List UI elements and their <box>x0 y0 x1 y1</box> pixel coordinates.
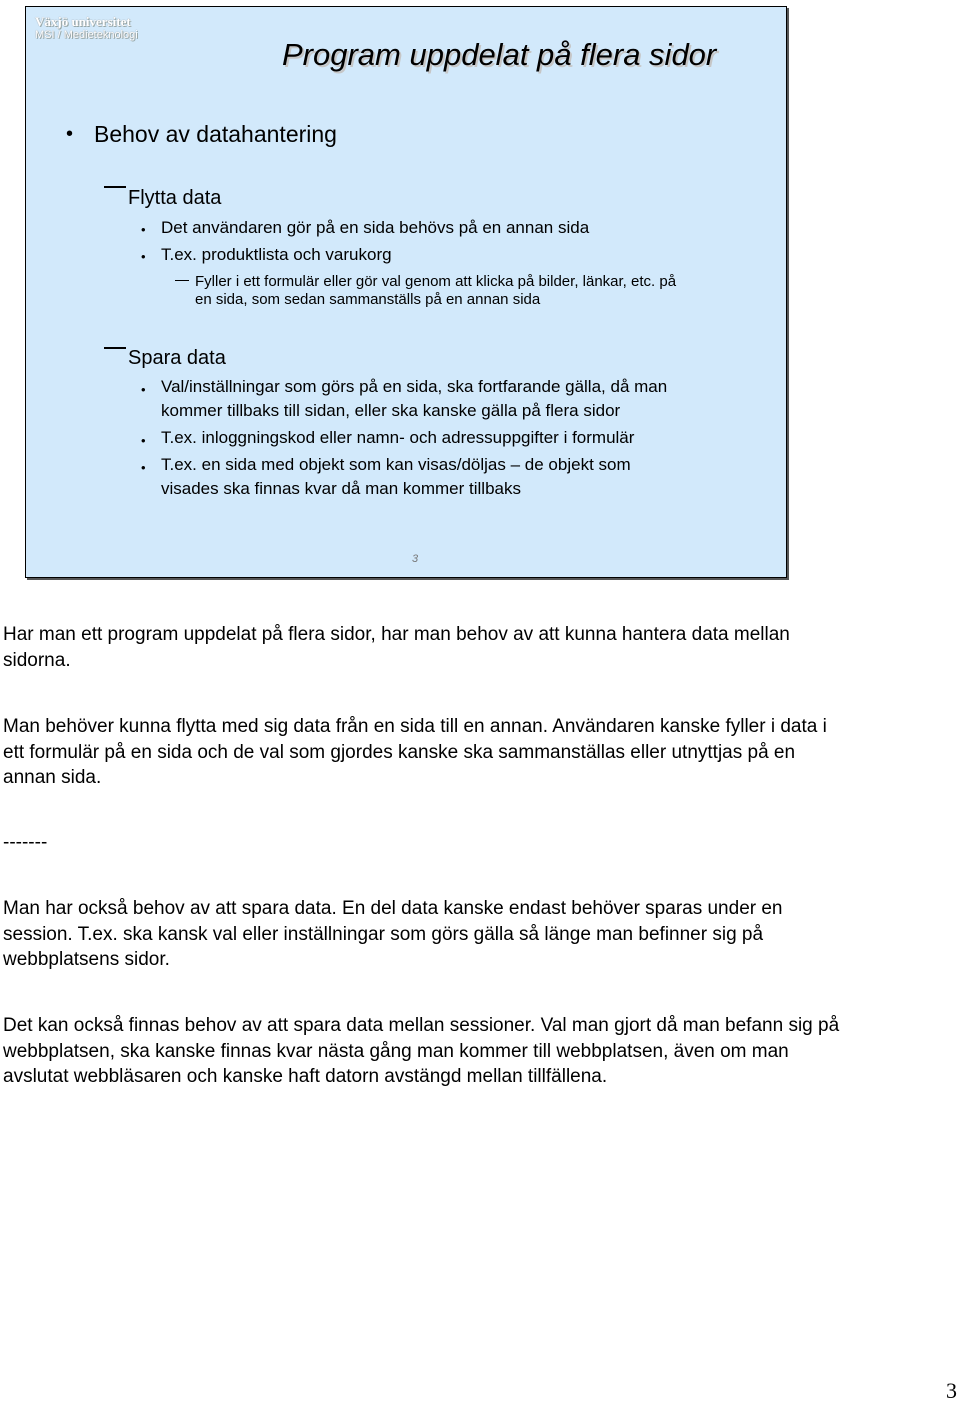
sub-item-line: en sida, som sedan sammanställs på en annan sida <box>195 291 541 308</box>
dash-icon <box>104 186 126 188</box>
list-item: T.ex. en sida med objekt som kan visas/döljas – de objekt som <box>161 455 631 474</box>
page-number: 3 <box>946 1378 957 1403</box>
bullet-icon: • <box>141 222 146 237</box>
note-separator: ------- <box>3 832 48 853</box>
list-item: Det användaren gör på en sida behövs på en annan sida <box>161 218 590 237</box>
section-heading-spara: Spara data <box>128 347 226 369</box>
dash-icon <box>175 280 189 281</box>
slide-title: Program uppdelat på flera sidor <box>282 37 717 72</box>
list-item-continued: kommer tillbaks till sidan, eller ska kanske gälla på flera sidor <box>161 401 621 420</box>
slide-number: 3 <box>412 553 419 565</box>
dash-icon <box>104 347 126 349</box>
section-heading-flytta: Flytta data <box>128 187 222 209</box>
note-paragraph: Det kan också finnas behov av att spara data mellan sessioner. Val man gjort då man befann sig på webbplatsen, ska kanske finnas kvar nästa gång man kommer till webbplatsen, även om man avslutat webbläsaren och kanske haft datorn avstängd mellan tillfällena. <box>3 1015 840 1087</box>
note-paragraph: Man har också behov av att spara data. En del data kanske endast behöver sparas under en session. T.ex. ska kansk val eller inställningar som görs gälla så länge man befinner sig på webbplatsens sidor. <box>3 898 783 970</box>
list-item-continued: visades ska finnas kvar då man kommer tillbaks <box>161 479 521 498</box>
slide <box>25 6 787 578</box>
bullet-icon: • <box>66 123 74 145</box>
note-paragraph: Har man ett program uppdelat på flera sidor, har man behov av att kunna hantera data mellan sidorna. <box>3 624 790 671</box>
bullet-icon: • <box>141 382 146 397</box>
bullet-icon: • <box>141 433 146 448</box>
list-item: T.ex. inloggningskod eller namn- och adressuppgifter i formulär <box>161 428 635 447</box>
bullet-icon: • <box>141 249 146 264</box>
main-bullet: Behov av datahantering <box>94 121 337 147</box>
bullet-icon: • <box>141 460 146 475</box>
list-item: Val/inställningar som görs på en sida, ska fortfarande gälla, då man <box>161 377 668 396</box>
university-name: Växjö universitet <box>35 14 131 29</box>
list-item: T.ex. produktlista och varukorg <box>161 245 392 264</box>
sub-item-line: Fyller i ett formulär eller gör val genom att klicka på bilder, länkar, etc. på <box>195 273 677 290</box>
department-name: MSI / Medieteknologi <box>35 29 138 41</box>
note-paragraph: Man behöver kunna flytta med sig data från en sida till en annan. Användaren kanske fyller i data i ett formulär på en sida och de val som gjordes kanske ska sammanställas eller utnyttjas på en annan sida. <box>3 716 827 788</box>
